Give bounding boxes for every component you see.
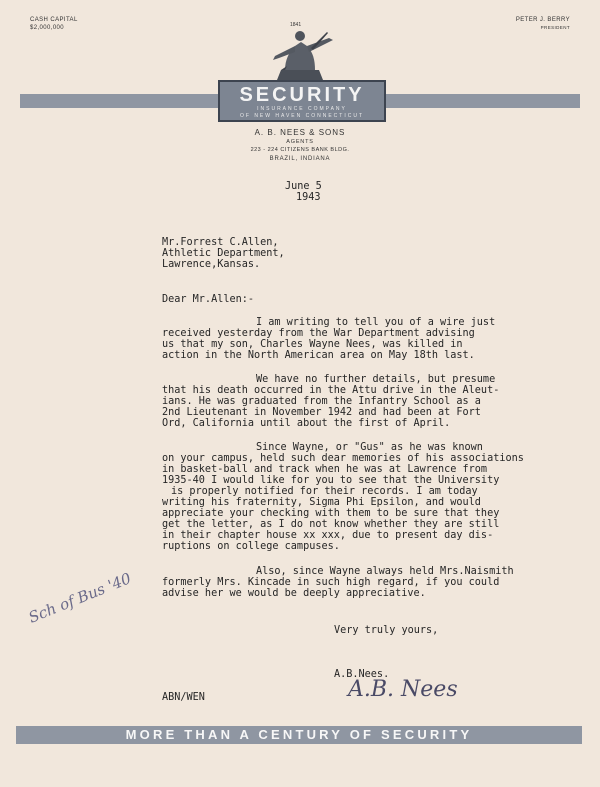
company-name: SECURITY <box>239 84 365 106</box>
paragraph-line: us that my son, Charles Wayne Nees, was killed in <box>162 339 463 350</box>
signature: A.B. Nees <box>348 677 458 702</box>
cash-capital-label: CASH CAPITAL <box>30 17 78 23</box>
paragraph-line: in basket-ball and track when he was at Lawrence from <box>162 464 488 475</box>
paragraph-line: Ord, California until about the first of April. <box>162 418 451 429</box>
paragraph-line: get the letter, as I do not know whether they are still <box>162 519 500 530</box>
handwritten-annotation: Sch of Bus '40 <box>26 569 134 627</box>
president-block <box>516 16 570 32</box>
paragraph-line: writing his fraternity, Sigma Phi Epsilon, and would <box>162 497 481 508</box>
paragraph-line: in their chapter house xx xxx, due to present day dis- <box>162 530 494 541</box>
date-line-1: June 5 <box>285 181 322 192</box>
agent-address: 223 - 224 CITIZENS BANK BLDG. <box>250 147 350 153</box>
cash-capital-value: $2,000,000 <box>30 25 65 31</box>
founded-year: 1841 <box>290 22 302 28</box>
paragraph-line: action in the North American area on May 18th last. <box>162 350 475 361</box>
recipient-line: Athletic Department, <box>162 248 285 259</box>
footer-slogan: MORE THAN A CENTURY OF SECURITY <box>16 726 582 744</box>
paragraph-line: on your campus, held such dear memories of his associations <box>162 453 524 464</box>
paragraph-line: ruptions on college campuses. <box>162 541 340 552</box>
agent-city: BRAZIL, INDIANA <box>269 156 331 162</box>
paragraph-line: is properly notified for their records. I am today <box>171 486 478 497</box>
recipient-line: Mr.Forrest C.Allen, <box>162 237 279 248</box>
paragraph-line: that his death occurred in the Attu drive in the Aleut- <box>162 385 500 396</box>
minuteman-statue-icon <box>255 26 345 82</box>
company-line: INSURANCE COMPANY <box>257 106 347 112</box>
agent-name: A. B. NEES & SONS <box>254 128 346 137</box>
date-line-2: 1943 <box>296 192 321 203</box>
paragraph-line: formerly Mrs. Kincade in such high regard, if you could <box>162 577 500 588</box>
initials: ABN/WEN <box>162 692 205 703</box>
paragraph-line: I am writing to tell you of a wire just <box>256 317 496 328</box>
president-name: PETER J. BERRY <box>515 17 570 23</box>
paragraph-line: 1935-40 I would like for you to see that the University <box>162 475 500 486</box>
paragraph-line: appreciate your checking with them to be sure that they <box>162 508 500 519</box>
paragraph-line: Also, since Wayne always held Mrs.Naismith <box>256 566 514 577</box>
company-place: OF NEW HAVEN CONNECTICUT <box>239 113 365 119</box>
salutation: Dear Mr.Allen:- <box>162 294 255 305</box>
signer-name: A.B.Nees. <box>334 669 390 680</box>
paragraph-line: received yesterday from the War Department advising <box>162 328 475 339</box>
company-logo <box>218 80 386 122</box>
paragraph-line: 2nd Lieutenant in November 1942 and had been at Fort <box>162 407 481 418</box>
agent-role: AGENTS <box>286 139 314 145</box>
president-title: PRESIDENT <box>540 25 570 30</box>
paragraph-line: ians. He was graduated from the Infantry School as a <box>162 396 481 407</box>
paragraph-line: We have no further details, but presume <box>256 374 496 385</box>
cash-capital <box>30 16 78 32</box>
closing: Very truly yours, <box>334 625 439 636</box>
paragraph-line: advise her we would be deeply appreciative. <box>162 588 426 599</box>
recipient-line: Lawrence,Kansas. <box>162 259 261 270</box>
paragraph-line: Since Wayne, or "Gus" as he was known <box>256 442 483 453</box>
